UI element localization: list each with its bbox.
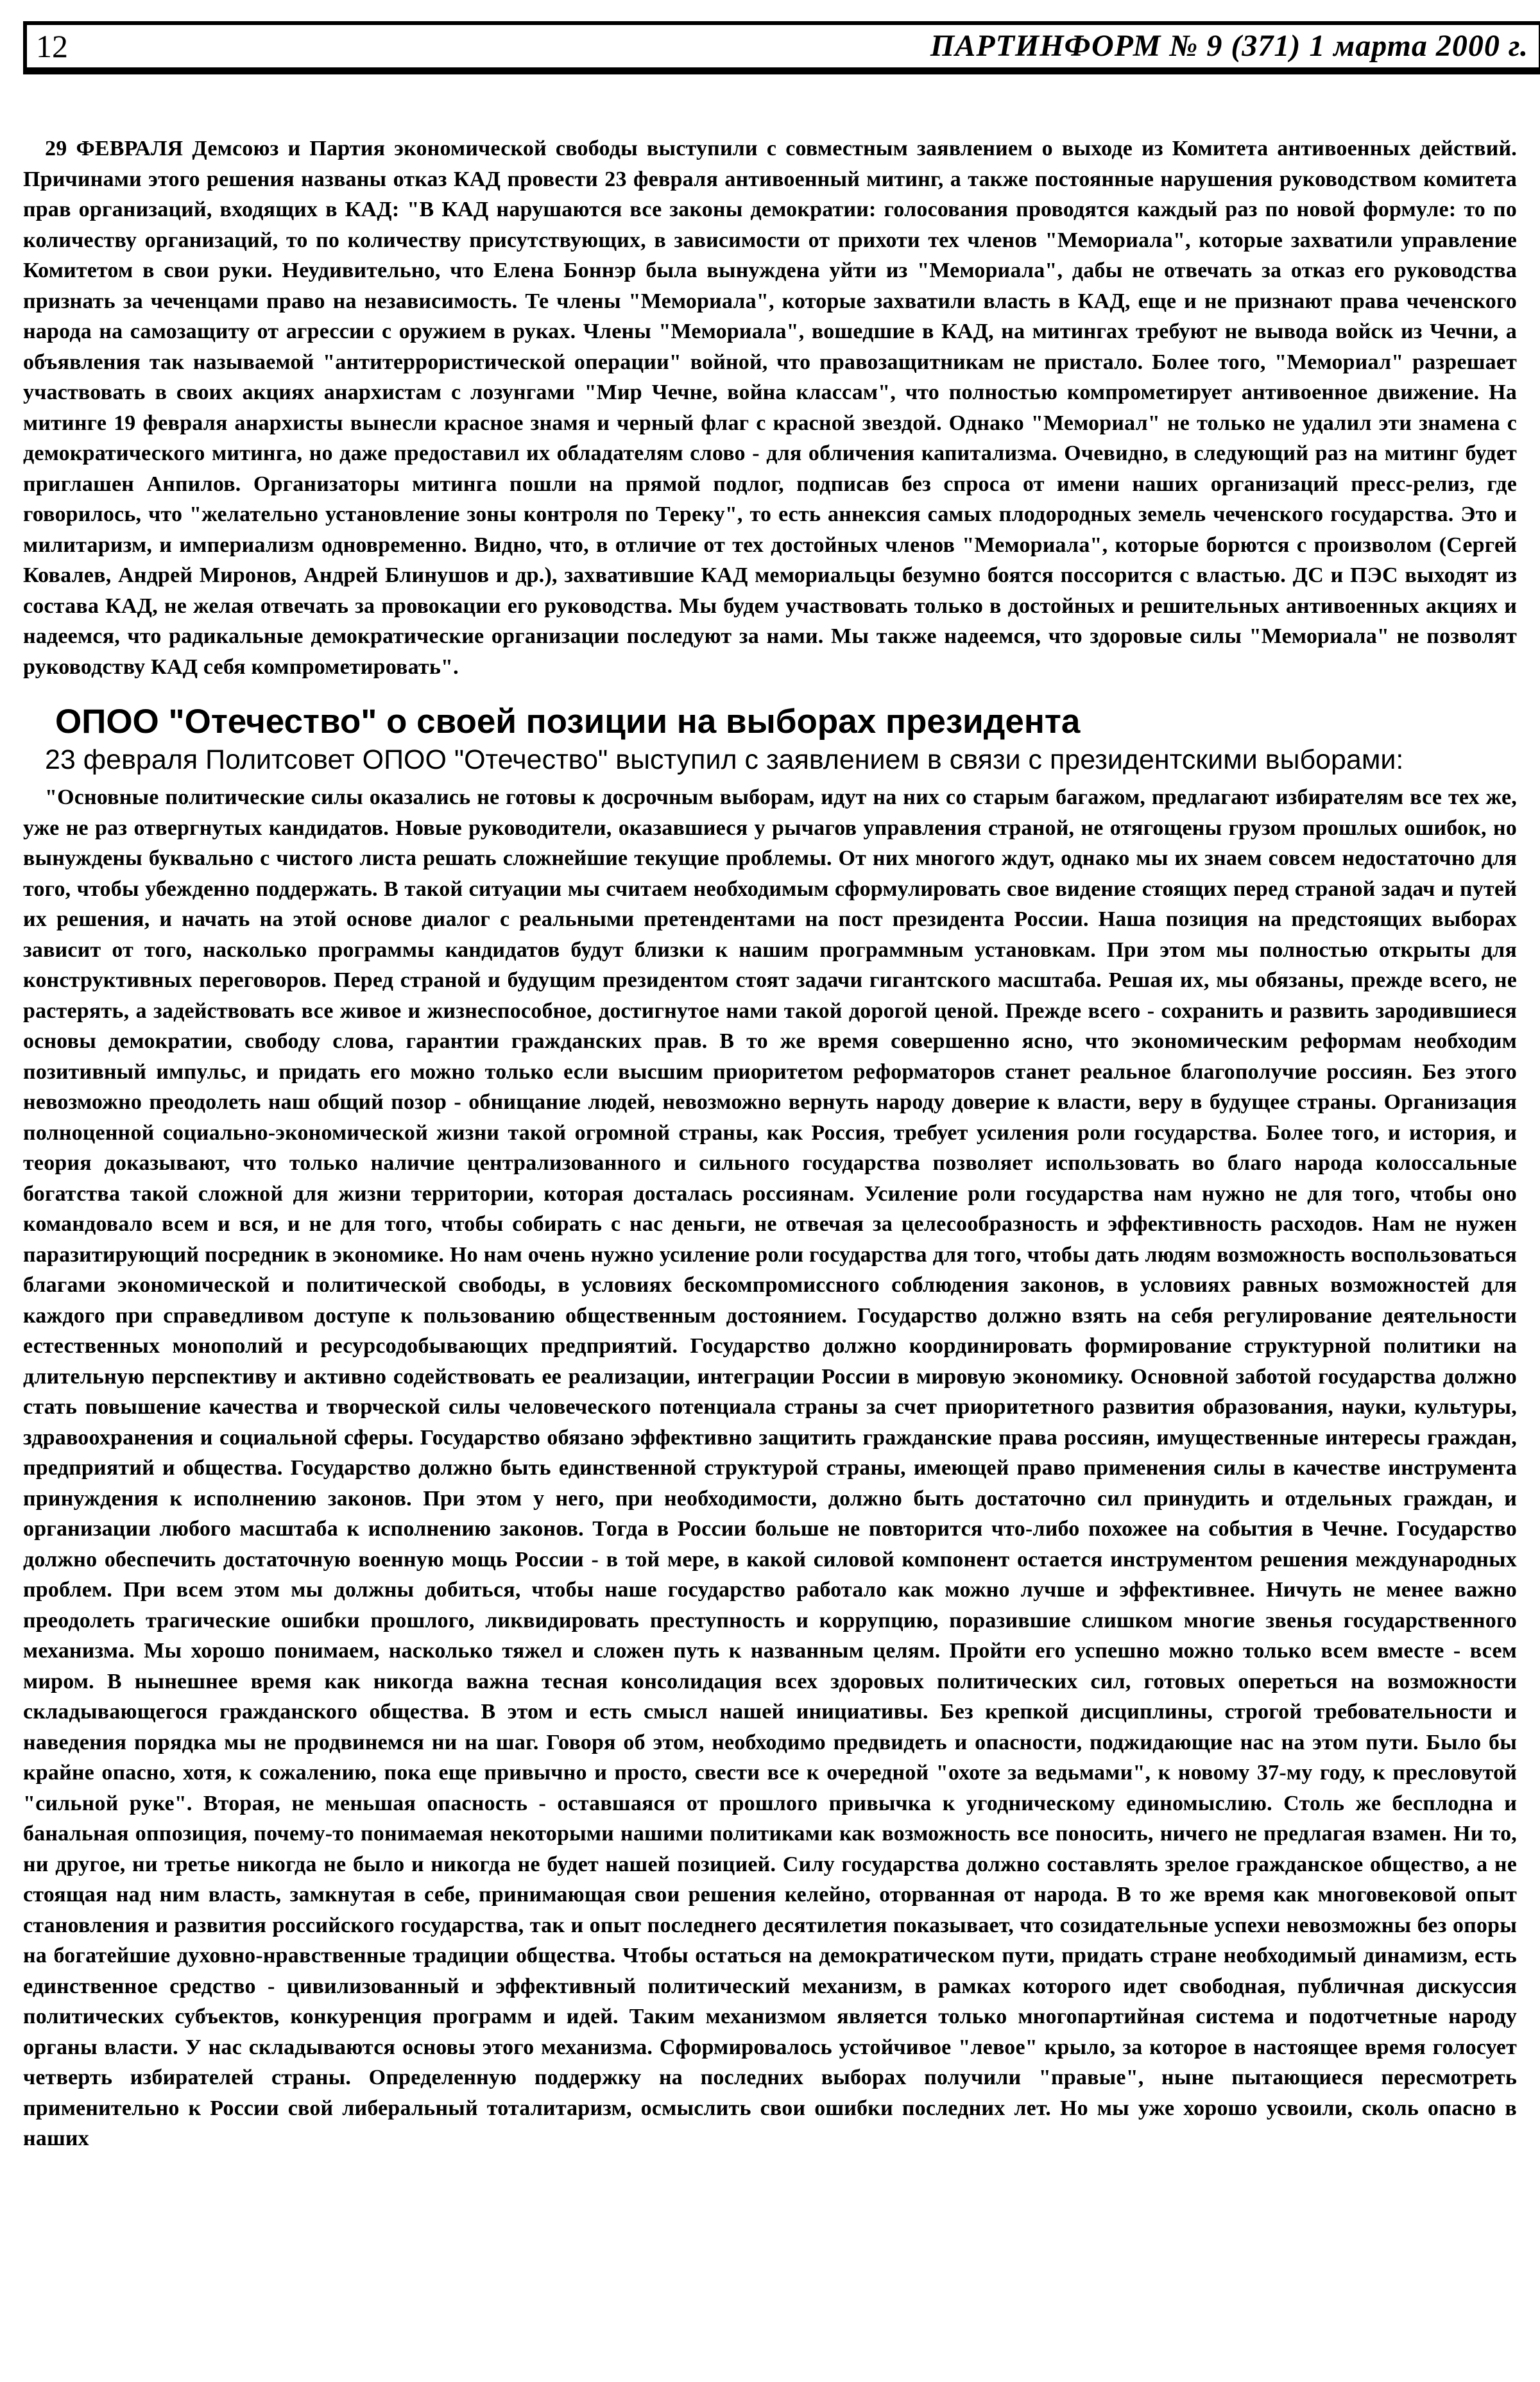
otechestvo-lead-line: 23 февраля Политсовет ОПОО "Отечество" выступил с заявлением в связи с президентскими выборами: <box>45 744 1404 775</box>
otechestvo-section-heading: ОПОО "Отечество" о своей позиции на выборах президента <box>55 703 1081 741</box>
kad-withdrawal-paragraph: 29 ФЕВРАЛЯ Демсоюз и Партия экономической свободы выступили с совместным заявлением о выходе из Комитета антивоенных действий. Причинами этого решения названы отказ КАД провести 23 февраля антивоенный митинг, а также постоянные нарушения руководством комитета прав организаций, входящих в КАД: "В КАД нарушаются все законы демократии: голосования проводятся каждый раз по новой формуле: то по количеству организаций, то по количеству присутствующих, в зависимости от прихоти тех членов "Мемориала", которые захватили управление Комитетом в свои руки. Неудивительно, что Елена Боннэр была вынуждена уйти из "Мемориала", дабы не отвечать за отказ его руководства признать за чеченцами право на независимость. Те члены "Мемориала", которые захватили власть в КАД, еще и не признают права чеченского народа на самозащиту от агрессии с оружием в руках. Члены "Мемориала", вошедшие в КАД, на митингах требуют не вывода войск из Чечни, а объявления так называемой "антитеррористической операции" войной, что правозащитникам не пристало. Более того, "Мемориал" разрешает участвовать в своих акциях анархистам с лозунгами "Мир Чечне, война классам", что полностью компрометирует антивоенное движение. На митинге 19 февраля анархисты вынесли красное знамя и черный флаг с красной звездой. Однако "Мемориал" не только не удалил эти знамена с демократического митинга, но даже предоставил их обладателям слово - для обличения капитализма. Очевидно, в следующий раз на митинг будет приглашен Анпилов. Организаторы митинга пошли на прямой подлог, подписав без спроса от имени наших организаций пресс-релиз, где говорилось, что "желательно установление зоны контроля по Тереку", то есть аннексия самых плодородных земель чеченского государства. Это и милитаризм, и империализм одновременно. Видно, что, в отличие от тех достойных членов "Мемориала", которые борются с произволом (Сергей Ковалев, Андрей Миронов, Андрей Блинушов и др.), захватившие КАД мемориальцы безумно боятся поссорится с властью. ДС и ПЭС выходят из состава КАД, не желая отвечать за провокации его руководства. Мы будем участвовать только в достойных и решительных антивоенных акциях и надеемся, что радикальные демократические организации последуют за нами. Мы также надеемся, что здоровые силы "Мемориала" не позволят руководству КАД себя компрометировать". <box>23 137 1517 679</box>
otechestvo-statement-paragraph: "Основные политические силы оказались не готовы к досрочным выборам, идут на них со старым багажом, предлагают избирателям все тех же, уже не раз отвергнутых кандидатов. Новые руководители, оказавшиеся у рычагов управления страной, не отягощены грузом прошлых ошибок, но вынуждены буквально с чистого листа решать сложнейшие текущие проблемы. От них многого ждут, однако мы их знаем совсем недостаточно для того, чтобы убежденно поддержать. В такой ситуации мы считаем необходимым сформулировать свое видение стоящих перед страной задач и путей их решения, и начать на этой основе диалог с реальными претендентами на пост президента России. Наша позиция на предстоящих выборах зависит от того, насколько программы кандидатов будут близки к нашим программным установкам. При этом мы полностью открыты для конструктивных переговоров. Перед страной и будущим президентом стоят задачи гигантского масштаба. Решая их, мы обязаны, прежде всего, не растерять, а задействовать все живое и жизнеспособное, достигнутое нами такой дорогой ценой. Прежде всего - сохранить и развить зародившиеся основы демократии, свободу слова, гарантии гражданских прав. В то же время совершенно ясно, что экономическим реформам необходим позитивный импульс, и придать его можно только если высшим приоритетом реформаторов станет реальное благополучие россиян. Без этого невозможно преодолеть наш общий позор - обнищание людей, невозможно вернуть народу доверие к власти, веру в будущее страны. Организация полноценной социально-экономической жизни такой огромной страны, как Россия, требует усиления роли государства. Более того, и история, и теория доказывают, что только наличие централизованного и сильного государства позволяет использовать во благо народа колоссальные богатства такой сложной для жизни территории, которая досталась россиянам. Усиление роли государства нам нужно не для того, чтобы оно командовало всем и вся, и не для того, чтобы собирать с нас деньги, не отвечая за целесообразность и эффективность расходов. Нам не нужен паразитирующий посредник в экономике. Но нам очень нужно усиление роли государства для того, чтобы дать людям возможность воспользоваться благами экономической и политической свободы, в условиях бескомпромиссного соблюдения законов, в условиях равных возможностей для каждого при справедливом доступе к пользованию общественным достоянием. Государство должно взять на себя регулирование деятельности естественных монополий и ресурсодобывающих предприятий. Государство должно координировать формирование структурной политики на длительную перспективу и активно содействовать ее реализации, интеграции России в мировую экономику. Основной заботой государства должно стать повышение качества и творческой силы человеческого потенциала страны за счет приоритетного развития образования, науки, культуры, здравоохранения и социальной сферы. Государство обязано эффективно защитить гражданские права россиян, имущественные интересы граждан, предприятий и общества. Государство должно быть единственной структурой страны, имеющей право применения силы в качестве инструмента принуждения к исполнению законов. При этом у него, при необходимости, должно быть достаточно сил принудить и отдельных граждан, и организации любого масштаба к исполнению законов. Тогда в России больше не повторится что-либо похожее на события в Чечне. Государство должно обеспечить достаточную военную мощь России - в той мере, в какой силовой компонент остается инструментом решения международных проблем. При всем этом мы должны добиться, чтобы наше государство работало как можно лучше и эффективнее. Ничуть не менее важно преодолеть трагические ошибки прошлого, ликвидировать преступность и коррупцию, поразившие слишком многие звенья государственного механизма. Мы хорошо понимаем, насколько тяжел и сложен путь к названным целям. Пройти его успешно можно только всем вместе - всем миром. В нынешнее время как никогда важна тесная консолидация всех здоровых политических сил, готовых опереться на возможности складывающегося гражданского общества. В этом и есть смысл нашей инициативы. Без крепкой дисциплины, строгой требовательности и наведения порядка мы не продвинемся ни на шаг. Говоря об этом, необходимо предвидеть и опасности, поджидающие нас на этом пути. Было бы крайне опасно, хотя, к сожалению, пока еще привычно и просто, свести все к очередной "охоте за ведьмами", к новому 37-му году, к пресловутой "сильной руке". Вторая, не меньшая опасность - оставшаяся от прошлого привычка к угодническому единомыслию. Столь же бесплодна и банальная оппозиция, почему-то понимаемая некоторыми нашими политиками как возможность все поносить, ничего не предлагая взамен. Ни то, ни другое, ни третье никогда не было и никогда не будет нашей позицией. Силу государства должно составлять зрелое гражданское общество, а не стоящая над ним власть, замкнутая в себе, принимающая свои решения келейно, оторванная от народа. В то же время как многовековой опыт становления и развития российского государства, так и опыт последнего десятилетия показывает, что созидательные успехи невозможны без опоры на богатейшие духовно-нравственные традиции общества. Чтобы остаться на демократическом пути, придать стране необходимый динамизм, есть единственное средство - цивилизованный и эффективный политический механизм, в рамках которого идет свободная, публичная дискуссия политических субъектов, конкуренция программ и идей. Таким механизмом является только многопартийная система и подотчетные народу органы власти. У нас складываются основы этого механизма. Сформировалось устойчивое "левое" крыло, за которое в настоящее время голосует четверть избирателей страны. Определенную поддержку на последних выборах получили "правые", ныне пытающиеся пересмотреть применительно к России свой либеральный тоталитаризм, осмыслить свои ошибки последних лет. Но мы уже хорошо усвоили, сколь опасно в наших <box>23 785 1517 2150</box>
page-number: 12 <box>36 28 68 64</box>
page-header <box>23 21 1540 74</box>
page-content <box>23 133 1517 2154</box>
issue-title: ПАРТИНФОРМ № 9 (371) 1 марта 2000 г. <box>930 29 1528 63</box>
